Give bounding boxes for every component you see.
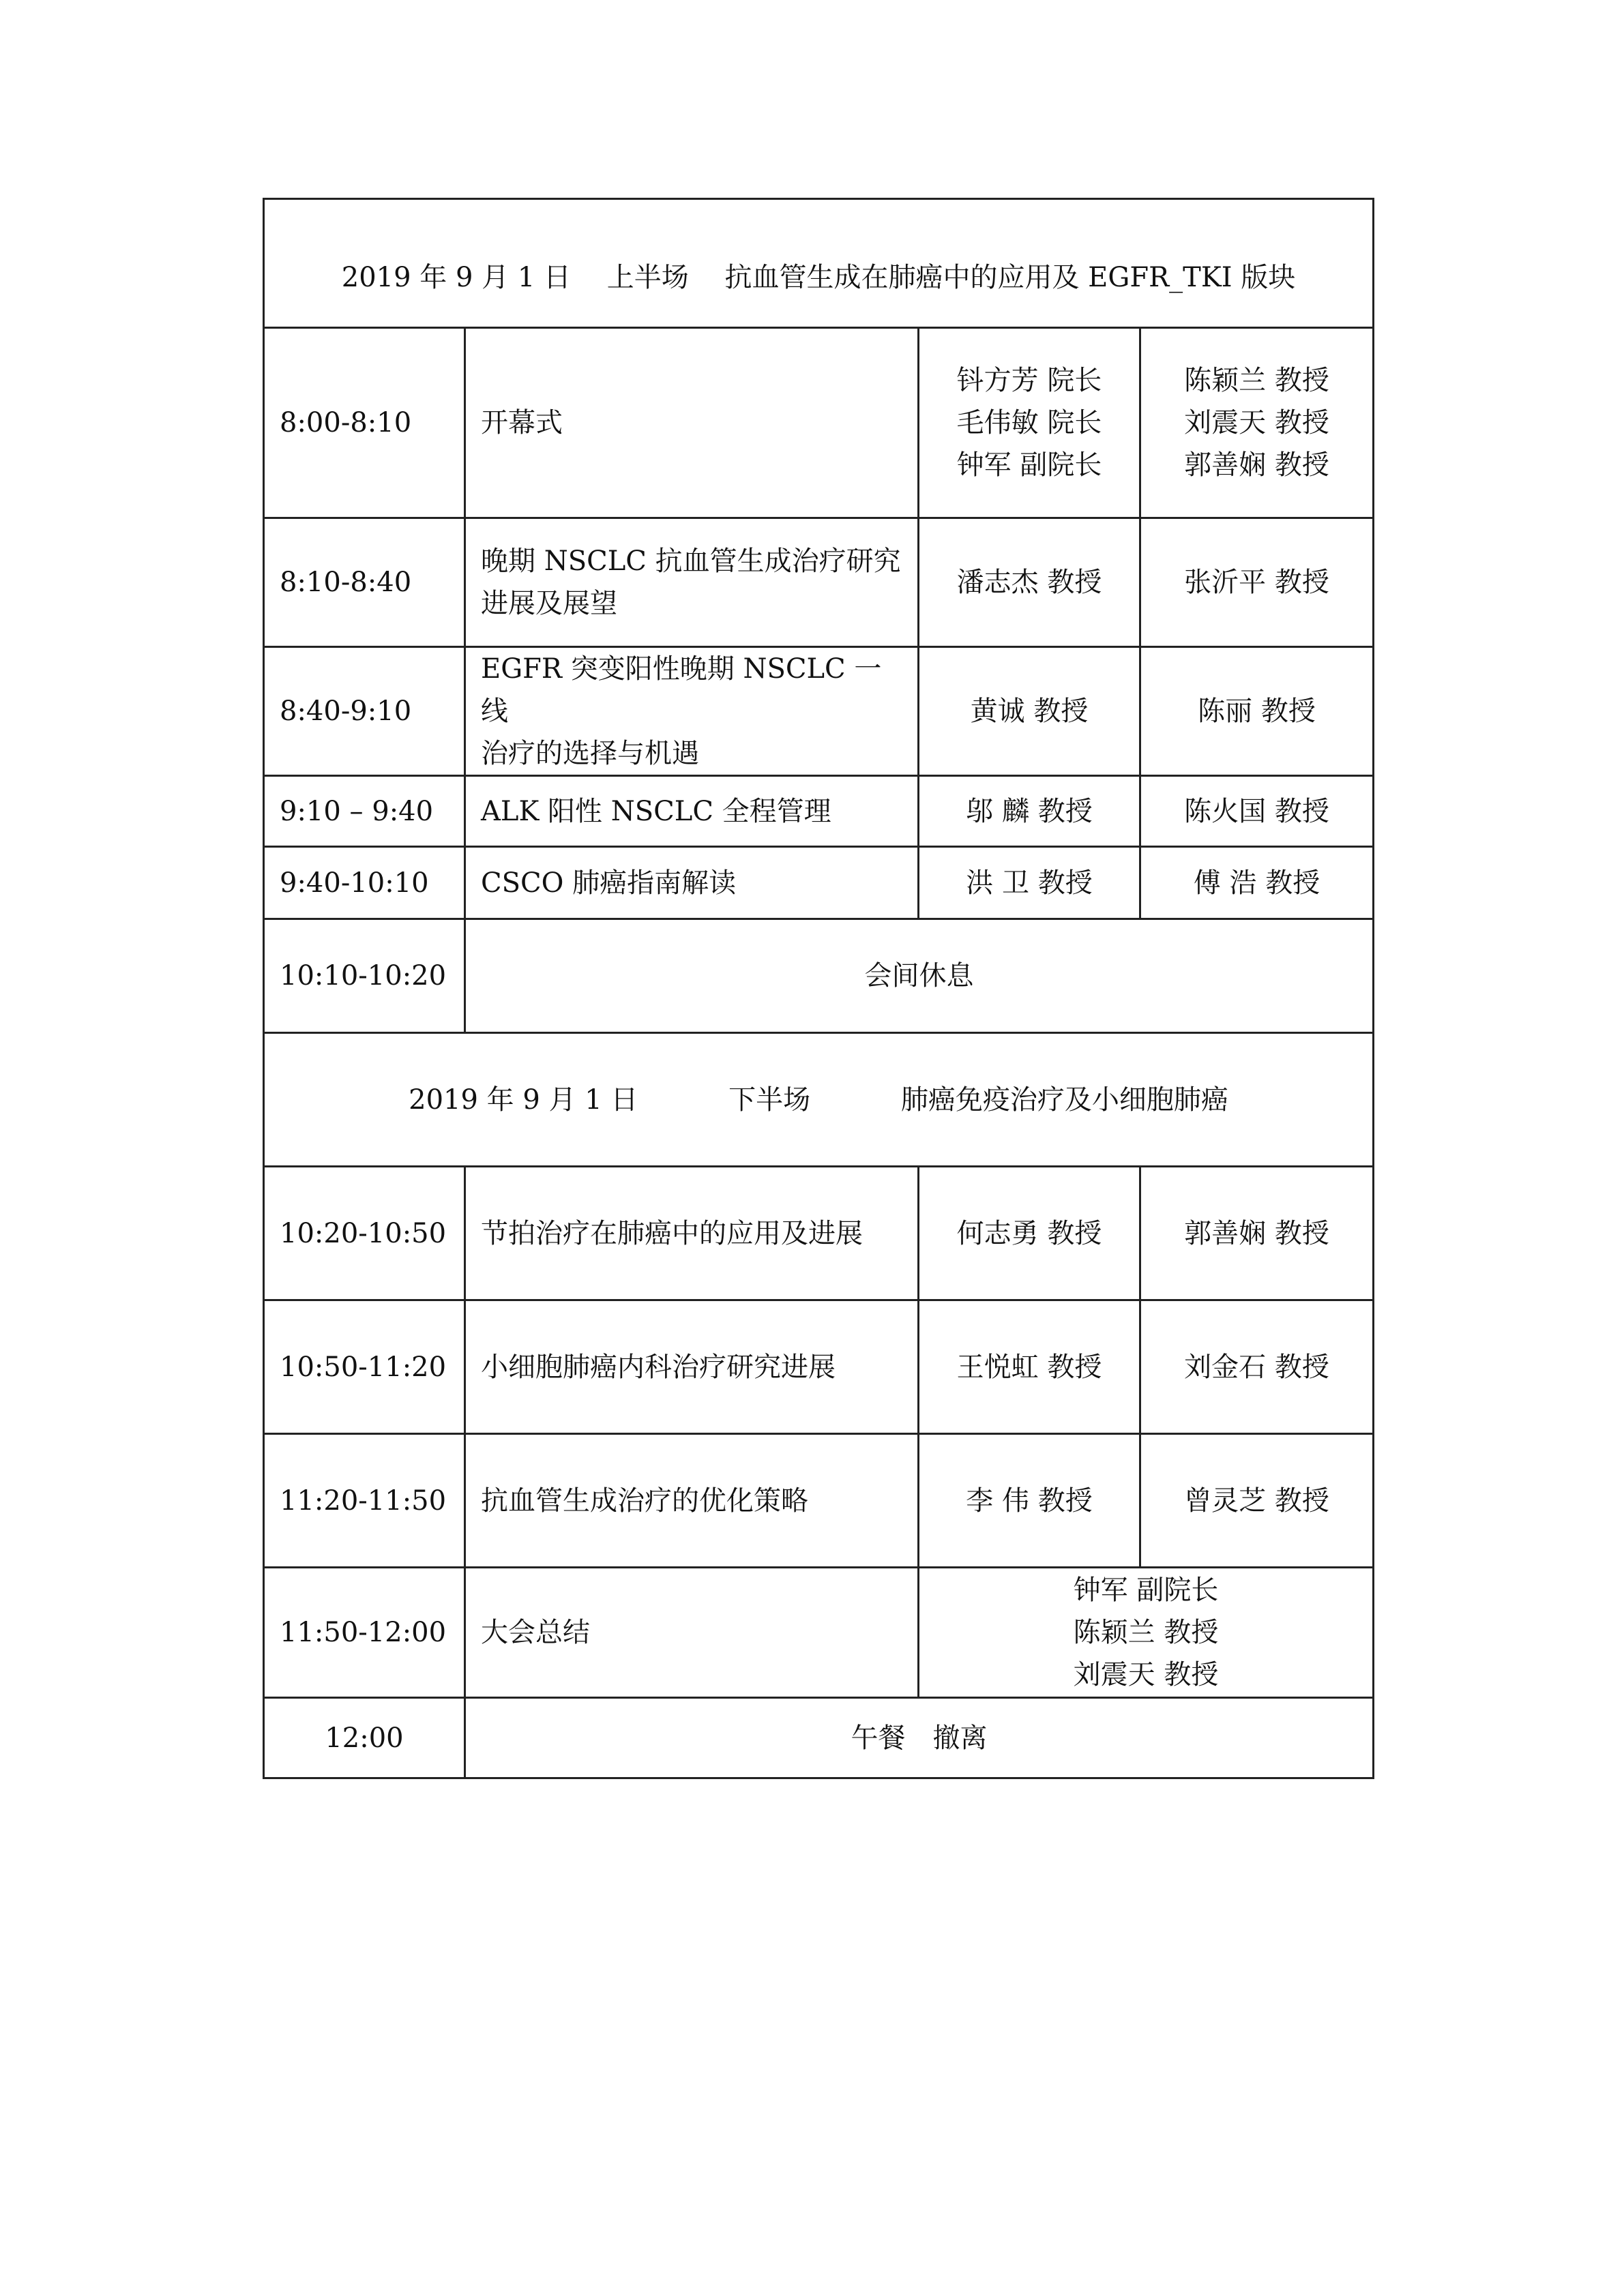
moderator-cell: 刘金石 教授 [1140, 1300, 1374, 1434]
topic-line: 进展及展望 [481, 588, 617, 619]
closing-people-cell [919, 1568, 1374, 1698]
moderator-cell: 郭善娴 教授 [1140, 1167, 1374, 1300]
closing-person: 陈颖兰 教授 [1073, 1617, 1219, 1648]
closing-row [264, 1568, 1374, 1698]
time-cell: 8:00-8:10 [264, 328, 465, 518]
topic-cell [465, 647, 919, 776]
closing-person: 刘震天 教授 [1073, 1659, 1219, 1690]
topic-line: EGFR 突变阳性晚期 NSCLC 一线 [481, 653, 882, 727]
speaker-name: 钭方芳 院长 [956, 365, 1102, 396]
speaker-cell: 潘志杰 教授 [919, 518, 1140, 647]
topic-cell: 抗血管生成治疗的优化策略 [465, 1434, 919, 1568]
moderator-cell: 曾灵芝 教授 [1140, 1434, 1374, 1568]
speaker-name: 毛伟敏 院长 [956, 407, 1102, 438]
lunch-label: 午餐 撤离 [465, 1698, 1374, 1778]
session-1-header-row [264, 199, 1374, 328]
time-cell: 10:20-10:50 [264, 1167, 465, 1300]
topic-cell: 开幕式 [465, 328, 919, 518]
table-row [264, 328, 1374, 518]
speaker-cell: 李 伟 教授 [919, 1434, 1140, 1568]
topic-line: 治疗的选择与机遇 [481, 738, 699, 769]
moderator-name: 陈颖兰 教授 [1184, 365, 1329, 396]
topic-cell: ALK 阳性 NSCLC 全程管理 [465, 776, 919, 847]
session-2-title [264, 1033, 1374, 1167]
lunch-row [264, 1698, 1374, 1778]
table-row [264, 1300, 1374, 1434]
moderator-cell: 陈火国 教授 [1140, 776, 1374, 847]
speaker-name: 钟军 副院长 [956, 449, 1102, 481]
break-label: 会间休息 [465, 919, 1374, 1033]
speaker-cell: 何志勇 教授 [919, 1167, 1140, 1300]
table-row [264, 847, 1374, 919]
moderator-cell: 傅 浩 教授 [1140, 847, 1374, 919]
time-cell: 9:10 – 9:40 [264, 776, 465, 847]
time-cell: 10:10-10:20 [264, 919, 465, 1033]
topic-cell: 大会总结 [465, 1568, 919, 1698]
moderator-cell: 陈丽 教授 [1140, 647, 1374, 776]
table-row [264, 1434, 1374, 1568]
table-row [264, 518, 1374, 647]
speaker-cell: 黄诚 教授 [919, 647, 1140, 776]
speaker-cell: 邬 麟 教授 [919, 776, 1140, 847]
session-1-title-text: 2019 年 9 月 1 日 上半场 抗血管生成在肺癌中的应用及 EGFR_TKI 版块 [341, 262, 1296, 293]
break-row [264, 919, 1374, 1033]
moderator-name: 刘震天 教授 [1184, 407, 1329, 438]
speaker-cell [919, 328, 1140, 518]
time-cell: 10:50-11:20 [264, 1300, 465, 1434]
topic-cell: CSCO 肺癌指南解读 [465, 847, 919, 919]
schedule-table [263, 198, 1374, 1779]
speaker-cell: 王悦虹 教授 [919, 1300, 1140, 1434]
topic-line: 晚期 NSCLC 抗血管生成治疗研究 [481, 546, 901, 577]
session-2-header-row [264, 1033, 1374, 1167]
time-cell: 8:10-8:40 [264, 518, 465, 647]
session-2-title-text: 2019 年 9 月 1 日 下半场 肺癌免疫治疗及小细胞肺癌 [409, 1084, 1228, 1116]
session-1-title [264, 199, 1374, 328]
time-cell: 11:20-11:50 [264, 1434, 465, 1568]
topic-cell: 小细胞肺癌内科治疗研究进展 [465, 1300, 919, 1434]
moderator-cell: 张沂平 教授 [1140, 518, 1374, 647]
table-row [264, 776, 1374, 847]
time-cell: 12:00 [264, 1698, 465, 1778]
topic-cell [465, 518, 919, 647]
speaker-cell: 洪 卫 教授 [919, 847, 1140, 919]
time-cell: 11:50-12:00 [264, 1568, 465, 1698]
table-row [264, 1167, 1374, 1300]
moderator-cell [1140, 328, 1374, 518]
time-cell: 9:40-10:10 [264, 847, 465, 919]
table-row [264, 647, 1374, 776]
topic-cell: 节拍治疗在肺癌中的应用及进展 [465, 1167, 919, 1300]
moderator-name: 郭善娴 教授 [1184, 449, 1329, 481]
time-cell: 8:40-9:10 [264, 647, 465, 776]
closing-person: 钟军 副院长 [1073, 1575, 1219, 1606]
